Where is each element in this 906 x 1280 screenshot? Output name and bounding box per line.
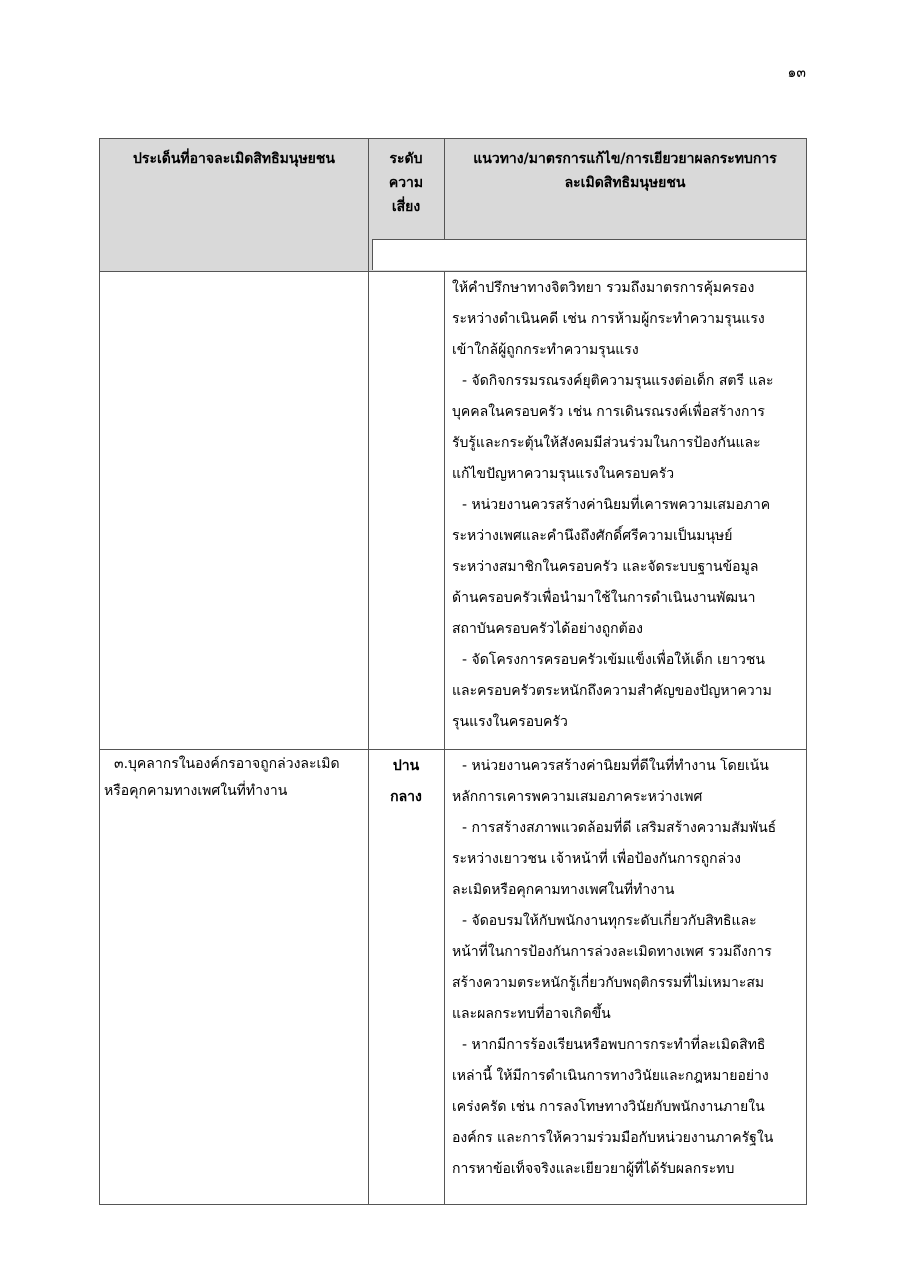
measure-line: - จัดโครงการครอบครัวเข้มแข็งเพื่อให้เด็ก เยาวชน xyxy=(462,652,765,668)
risk-line: ปาน xyxy=(392,758,420,774)
header-risk-level xyxy=(368,139,444,239)
column-divider xyxy=(368,139,369,1204)
measure-line: ให้คำปรึกษาทางจิตวิทยา รวมถึงมาตรการคุ้มครอง xyxy=(452,280,755,296)
measure-line: - หน่วยงานควรสร้างค่านิยมที่เคารพความเสมอภาค xyxy=(462,497,771,513)
measure-line: - จัดกิจกรรมรณรงค์ยุติความรุนแรงต่อเด็ก สตรี และ xyxy=(462,373,774,389)
column-divider xyxy=(444,271,445,1204)
measure-line: เข้าใกล้ผู้ถูกกระทำความรุนแรง xyxy=(452,342,639,358)
header-measures xyxy=(444,139,806,239)
measure-line: รุนแรงในครอบครัว xyxy=(452,714,568,730)
measure-line: - หน่วยงานควรสร้างค่านิยมที่ดีในที่ทำงาน โดยเน้น xyxy=(462,758,769,774)
header-risk-line: ความ xyxy=(388,175,424,191)
measure-line: แก้ไขปัญหาความรุนแรงในครอบครัว xyxy=(452,466,675,482)
measure-line: ระหว่างสมาชิกในครอบครัว และจัดระบบฐานข้อมูล xyxy=(452,559,759,575)
measure-line: สร้างความตระหนักรู้เกี่ยวกับพฤติกรรมที่ไม่เหมาะสม xyxy=(452,975,765,991)
measure-line: และครอบครัวตระหนักถึงความสำคัญของปัญหาความ xyxy=(452,683,772,699)
header-issue-text: ประเด็นที่อาจละเมิดสิทธิมนุษยชน xyxy=(133,151,335,167)
measure-line: รับรู้และกระตุ้นให้สังคมมีส่วนร่วมในการป้องกันและ xyxy=(452,435,761,451)
header-blank-cell xyxy=(372,239,806,270)
human-rights-table xyxy=(99,138,807,1205)
measure-line: ละเมิดหรือคุกคามทางเพศในที่ทำงาน xyxy=(452,882,675,898)
measure-line: หน้าที่ในการป้องกันการล่วงละเมิดทางเพศ รวมถึงการ xyxy=(452,944,772,960)
measure-line: เคร่งครัด เช่น การลงโทษทางวินัยกับพนักงานภายใน xyxy=(452,1099,765,1115)
header-risk-line: ระดับ xyxy=(389,151,423,167)
row3-measures xyxy=(452,751,802,1185)
header-risk-line: เสี่ยง xyxy=(391,199,421,215)
row-divider xyxy=(372,239,806,240)
row3-risk-level xyxy=(368,751,444,813)
measure-line: - การสร้างสภาพแวดล้อมที่ดี เสริมสร้างความสัมพันธ์ xyxy=(462,820,777,836)
column-divider xyxy=(444,139,445,239)
measure-line: - จัดอบรมให้กับพนักงานทุกระดับเกี่ยวกับสิทธิและ xyxy=(462,913,757,929)
header-measures-line: แนวทาง/มาตรการแก้ไข/การเยียวยาผลกระทบการ xyxy=(473,151,777,167)
measure-line: หลักการเคารพความเสมอภาคระหว่างเพศ xyxy=(452,789,703,805)
measure-line: การหาข้อเท็จจริงและเยียวยาผู้ที่ได้รับผลกระทบ xyxy=(452,1161,735,1177)
measure-line: เหล่านี้ ให้มีการดำเนินการทางวินัยและกฎหมายอย่าง xyxy=(452,1068,769,1084)
measure-line: - หากมีการร้องเรียนหรือพบการกระทำที่ละเมิดสิทธิ xyxy=(462,1037,766,1053)
header-measures-line: ละเมิดสิทธิมนุษยชน xyxy=(564,175,686,191)
row-divider xyxy=(100,749,806,750)
measure-line: บุคคลในครอบครัว เช่น การเดินรณรงค์เพื่อสร้างการ xyxy=(452,404,765,420)
continued-row-measures xyxy=(452,273,802,738)
measure-line: ระหว่างดำเนินคดี เช่น การห้ามผู้กระทำความรุนแรง xyxy=(452,311,765,327)
table-header xyxy=(100,139,806,271)
measure-line: องค์กร และการให้ความร่วมมือกับหน่วยงานภาครัฐใน xyxy=(452,1130,774,1146)
measure-line: ระหว่างเพศและคำนึงถึงศักดิ์ศรีความเป็นมนุษย์ xyxy=(452,528,733,544)
row-divider xyxy=(100,271,806,272)
issue-line: ๓.บุคลากรในองค์กรอาจถูกล่วงละเมิด xyxy=(114,756,340,772)
measure-line: ระหว่างเยาวชน เจ้าหน้าที่ เพื่อป้องกันการถูกล่วง xyxy=(452,851,741,867)
page-number: ๑๓ xyxy=(787,65,806,81)
row3-issue xyxy=(104,751,366,805)
measure-line: สถาบันครอบครัวได้อย่างถูกต้อง xyxy=(452,621,643,637)
risk-line: กลาง xyxy=(390,789,422,805)
measure-line: ด้านครอบครัวเพื่อนำมาใช้ในการดำเนินงานพัฒนา xyxy=(452,590,756,606)
issue-line: หรือคุกคามทางเพศในที่ทำงาน xyxy=(104,783,288,799)
header-issue xyxy=(100,139,368,239)
measure-line: และผลกระทบที่อาจเกิดขึ้น xyxy=(452,1006,611,1022)
